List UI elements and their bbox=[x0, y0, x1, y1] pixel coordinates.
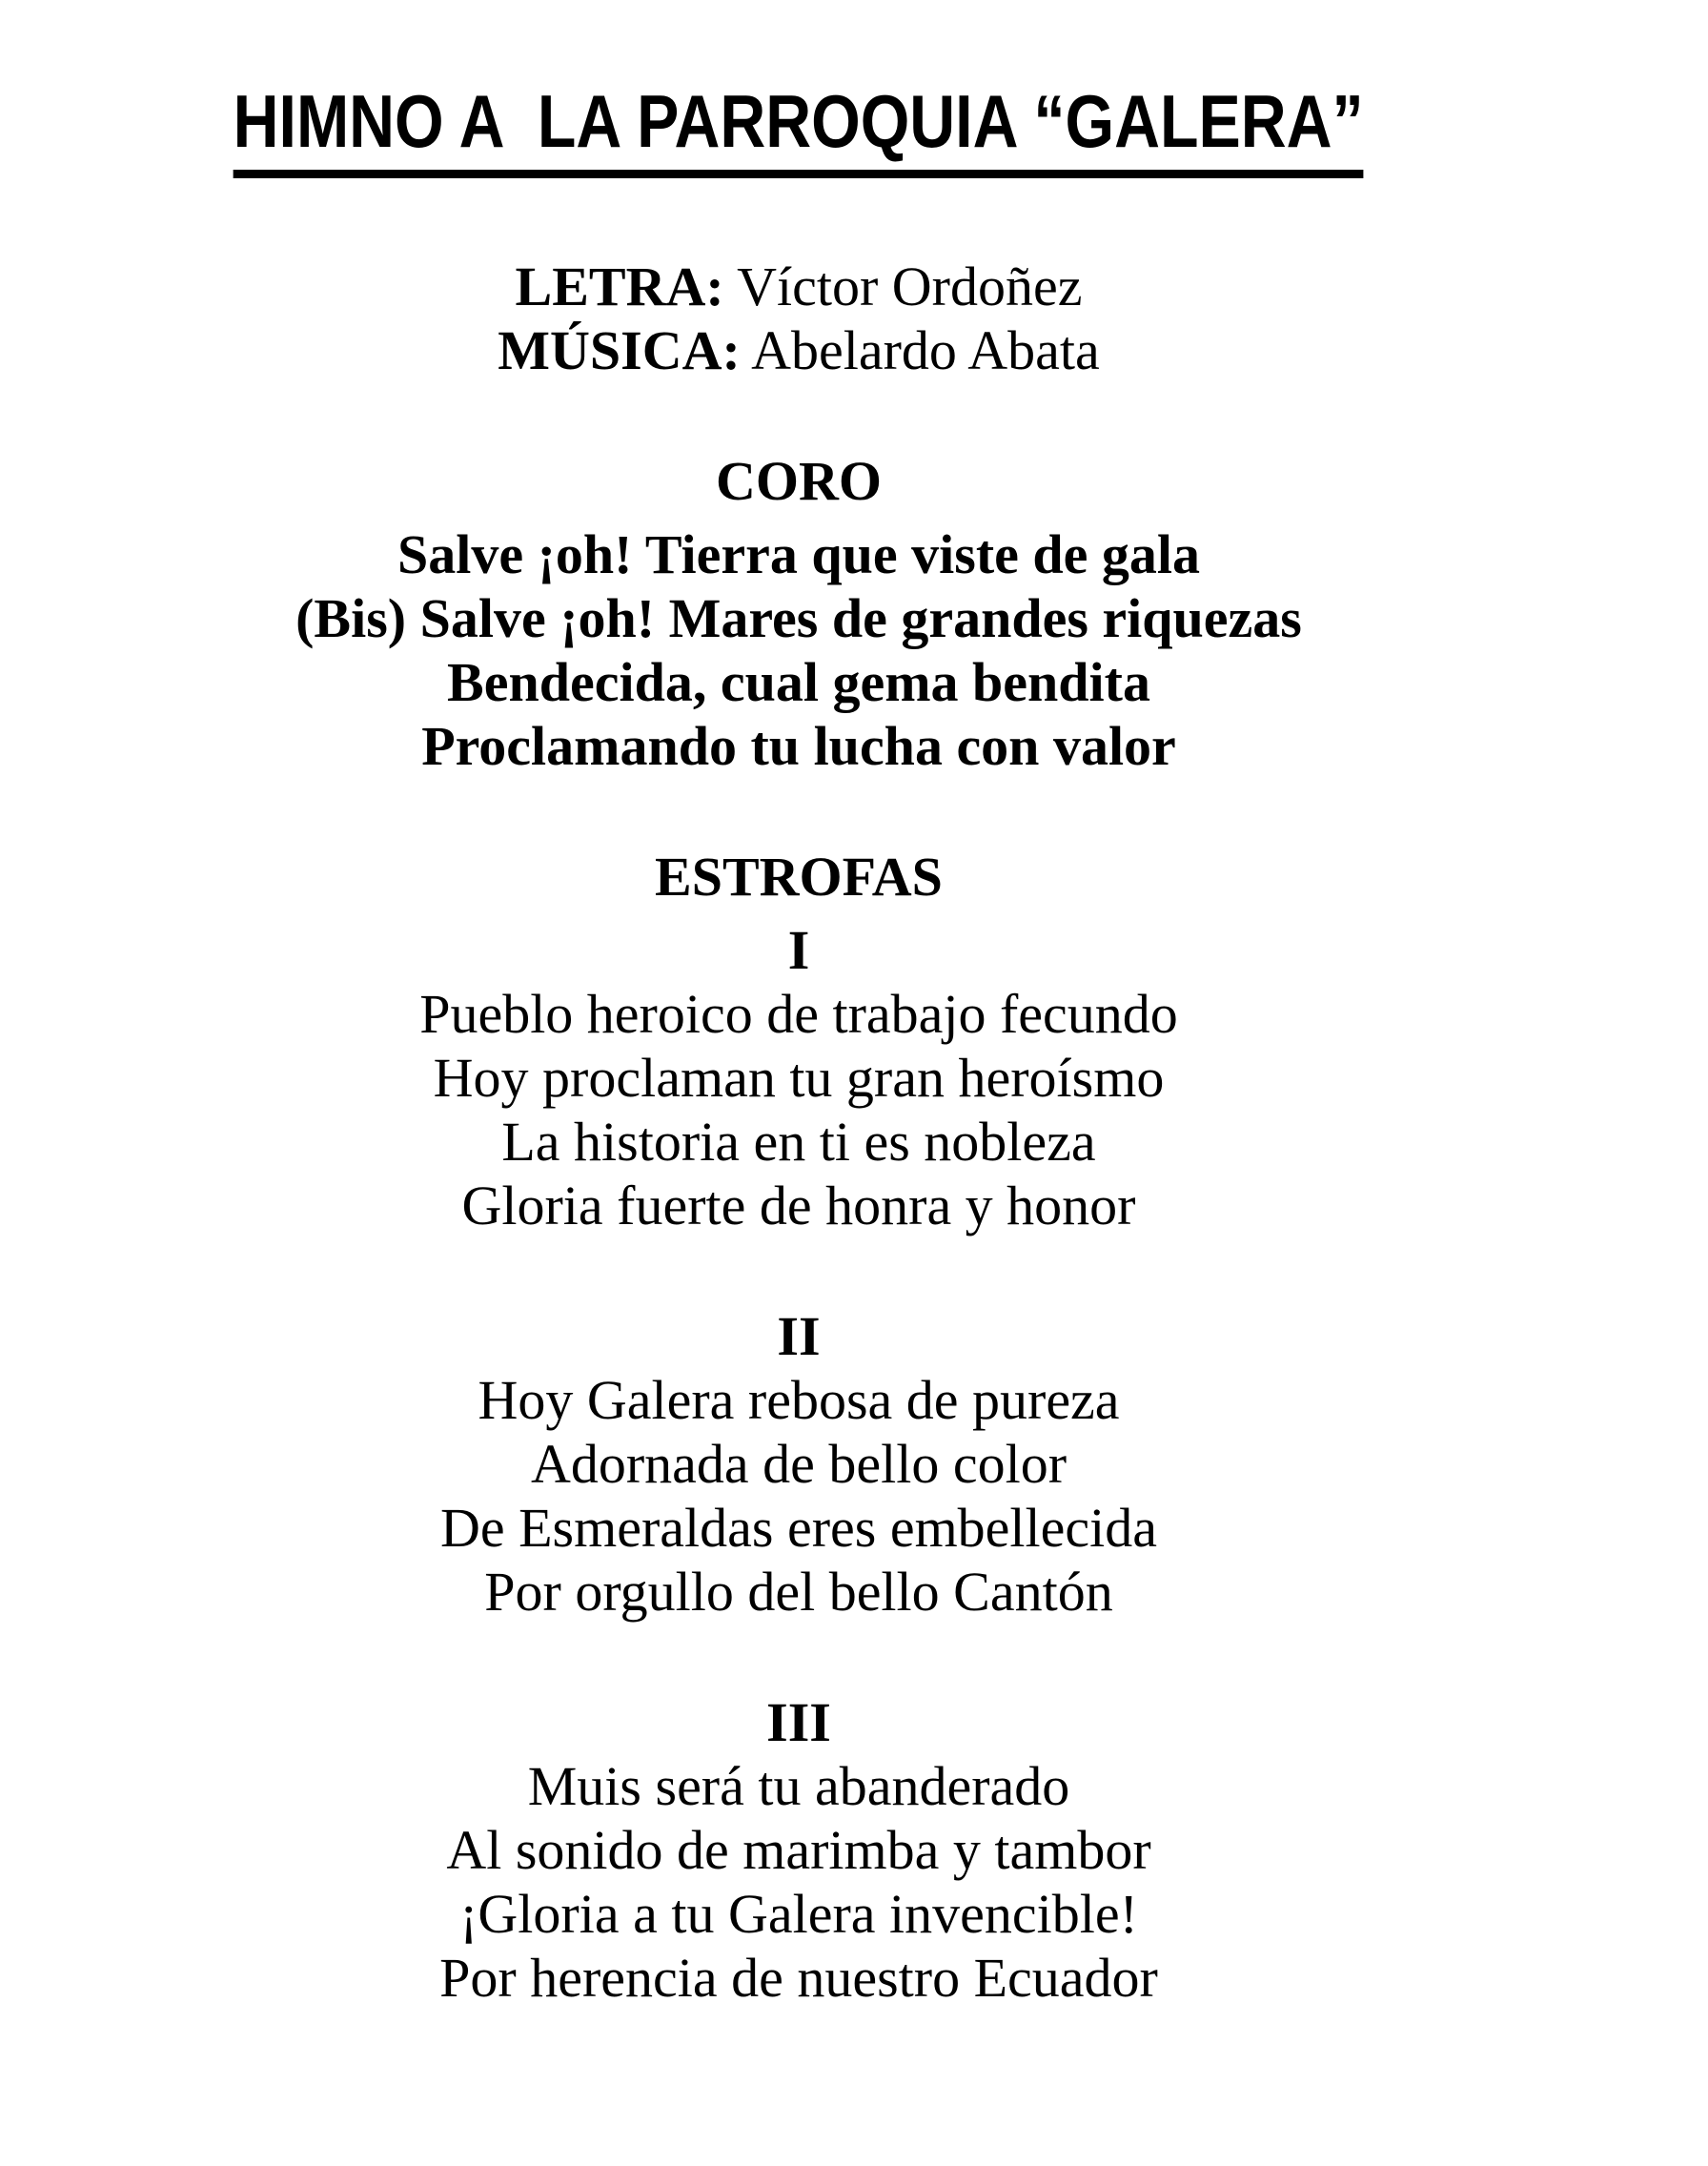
stanza-3 bbox=[0, 1690, 1597, 2010]
stanza-line: Pueblo heroico de trabajo fecundo bbox=[419, 983, 1178, 1045]
credit-musica-name: Abelardo Abata bbox=[740, 319, 1100, 381]
stanza-line: La historia en ti es nobleza bbox=[501, 1111, 1096, 1173]
coro-line: Bendecida, cual gema bendita bbox=[447, 651, 1150, 713]
page-title: HIMNO A LA PARROQUIA “GALERA” bbox=[234, 84, 1364, 178]
stanza-line: Por orgullo del bello Cantón bbox=[484, 1561, 1113, 1623]
stanza-line: Adornada de bello color bbox=[530, 1433, 1068, 1495]
coro-heading: CORO bbox=[716, 450, 882, 512]
stanza-line: Hoy Galera rebosa de pureza bbox=[478, 1369, 1120, 1431]
stanza-line: Por herencia de nuestro Ecuador bbox=[439, 1947, 1158, 2009]
stanza-line: De Esmeraldas eres embellecida bbox=[439, 1497, 1158, 1559]
stanza-line: Al sonido de marimba y tambor bbox=[446, 1819, 1151, 1881]
stanza-2-number: II bbox=[777, 1305, 821, 1367]
coro-line: Salve ¡oh! Tierra que viste de gala bbox=[396, 523, 1201, 585]
credit-letra-name: Víctor Ordoñez bbox=[723, 255, 1083, 317]
title-row bbox=[0, 79, 1597, 178]
credit-letra bbox=[0, 255, 1597, 318]
credit-musica bbox=[0, 318, 1597, 382]
coro-line: (Bis) Salve ¡oh! Mares de grandes riquezas bbox=[295, 587, 1302, 649]
coro-line: Proclamando tu lucha con valor bbox=[421, 715, 1176, 777]
estrofas-heading: ESTROFAS bbox=[655, 846, 943, 908]
coro-section bbox=[0, 449, 1597, 778]
stanza-3-number: III bbox=[766, 1691, 831, 1753]
stanza-1 bbox=[0, 918, 1597, 1237]
credit-musica-label: MÚSICA: bbox=[498, 319, 741, 381]
stanza-line: Gloria fuerte de honra y honor bbox=[461, 1175, 1136, 1236]
credits-block bbox=[0, 255, 1597, 382]
stanza-line: ¡Gloria a tu Galera invencible! bbox=[459, 1883, 1138, 1945]
stanza-line: Muis será tu abanderado bbox=[527, 1755, 1070, 1817]
credit-letra-label: LETRA: bbox=[515, 255, 724, 317]
stanza-2 bbox=[0, 1304, 1597, 1624]
stanza-1-number: I bbox=[787, 919, 810, 981]
coro-lines bbox=[0, 522, 1597, 778]
stanza-line: Hoy proclaman tu gran heroísmo bbox=[433, 1047, 1165, 1109]
estrofas-section bbox=[0, 845, 1597, 2010]
